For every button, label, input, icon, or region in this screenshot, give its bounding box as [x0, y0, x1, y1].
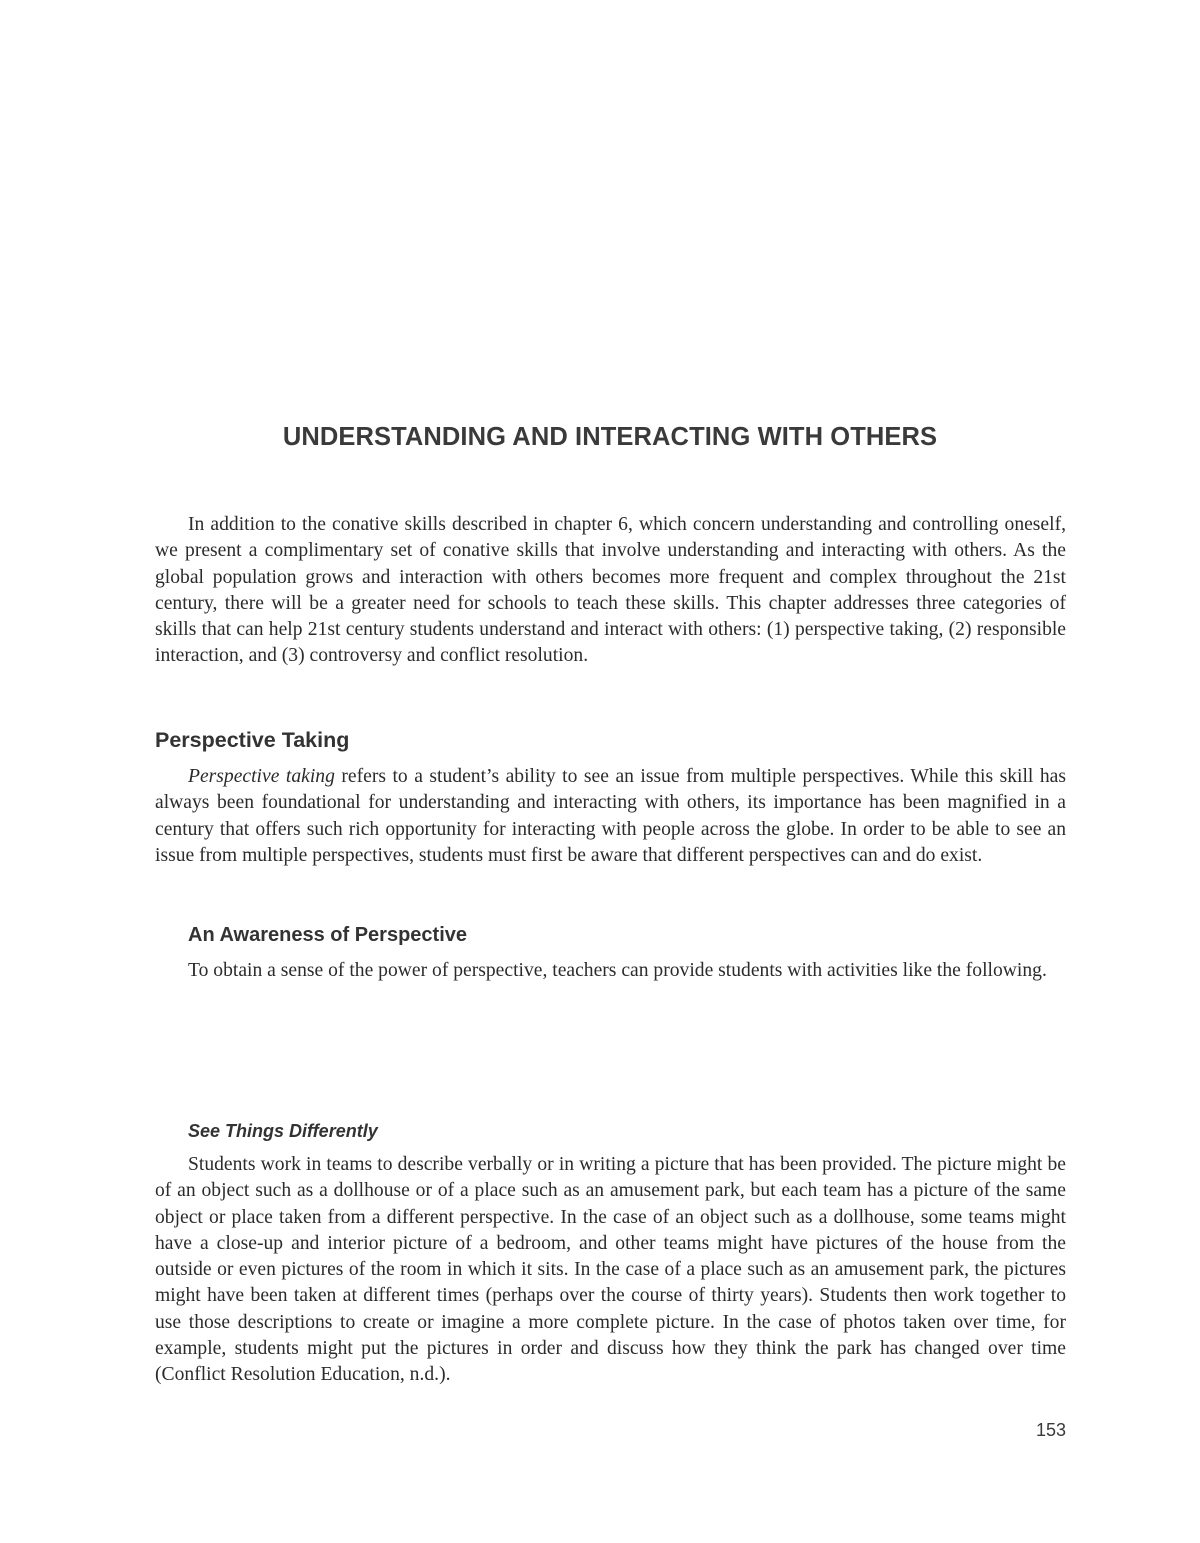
perspective-taking-text: refers to a student’s ability to see an issue from multiple perspectives. While this skill has always been foundational for understanding and interacting with others, its importance has been magnified in a century that offers such rich opportunity for interacting with people across the globe. In order to be able to see an issue from multiple perspectives, students must first be aware that different perspectives can and do exist. [155, 766, 1066, 866]
awareness-heading: An Awareness of Perspective [188, 924, 468, 946]
perspective-taking-paragraph [155, 764, 1066, 869]
perspective-taking-heading: Perspective Taking [155, 728, 350, 752]
chapter-title: UNDERSTANDING AND INTERACTING WITH OTHERS [282, 423, 938, 451]
page-number: 153 [1035, 1420, 1066, 1440]
intro-paragraph: In addition to the conative skills described in chapter 6, which concern understanding and controlling oneself, we present a complimentary set of conative skills that involve understanding and interacting with others. As the global population grows and interaction with others becomes more frequent and complex throughout the 21st century, there will be a greater need for schools to teach these skills. This chapter addresses three categories of skills that can help 21st century students understand and interact with others: (1) perspective taking, (2) responsible interaction, and (3) controversy and conflict resolution. [155, 514, 1066, 667]
perspective-taking-term: Perspective taking [188, 766, 335, 787]
see-things-differently-paragraph: Students work in teams to describe verbally or in writing a picture that has been provided. The picture might be of an object such as a dollhouse or of a place such as an amusement park, but each team has a picture of the same object or place taken from a different perspective. In the case of an object such as a dollhouse, some teams might have a close-up and interior picture of a bedroom, and other teams might have pictures of the house from the outside or even pictures of the room in which it sits. In the case of a place such as an amusement park, the pictures might have been taken at different times (perhaps over the course of thirty years). Students then work together to use those descriptions to create or imagine a more complete picture. In the case of photos taken over time, for example, students might put the pictures in order and discuss how they think the park has changed over time (Conflict Resolution Education, n.d.). [155, 1154, 1066, 1386]
see-things-differently-heading: See Things Differently [188, 1121, 378, 1141]
awareness-paragraph: To obtain a sense of the power of perspective, teachers can provide students with activities like the following. [188, 960, 1047, 981]
